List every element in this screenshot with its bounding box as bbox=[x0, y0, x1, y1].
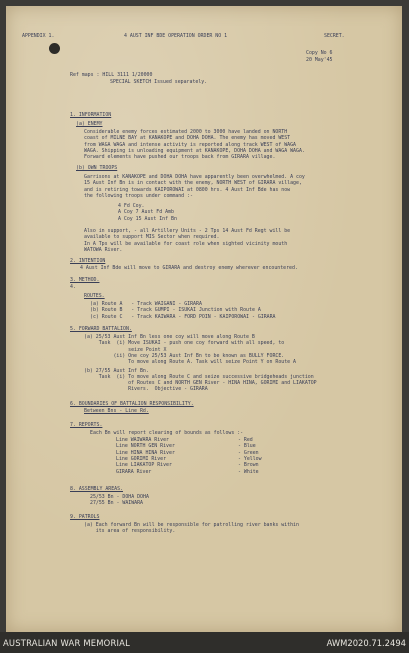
assembly-line-2: 27/55 Bn - WAIWARA bbox=[90, 500, 143, 507]
report-code-2: - Blue bbox=[238, 443, 256, 450]
enemy-line-5: Forward elements have pushed our troops back from GIRARA village. bbox=[84, 154, 276, 161]
footer-institution: AUSTRALIAN WAR MEMORIAL bbox=[3, 638, 130, 648]
report-line-3: Line HINA HINA River bbox=[116, 449, 175, 456]
section-information-title: 1. INFORMATION bbox=[70, 112, 112, 118]
under-command-3: A Coy 15 Aust Inf Bn bbox=[118, 215, 177, 222]
report-line-1: Line WAIWARA River bbox=[116, 437, 169, 443]
forward-line-4: (ii) One coy 25/53 Aust Inf Bn to be known as BULLY FORCE. bbox=[84, 352, 285, 359]
enemy-line-1: Considerable enemy forces estimated 2000 to 3000 have landed on NORTH bbox=[84, 129, 288, 135]
forward-line-1: (a) 25/53 Aust Inf Bn less one coy will move along Route B bbox=[84, 334, 255, 340]
enemy-line-2: coast of MILNE BAY at KANAKOPE and DOHA DOHA. The enemy has moved WEST bbox=[84, 135, 291, 142]
header-right: SECRET. bbox=[324, 33, 345, 39]
document-page bbox=[6, 6, 402, 632]
route-c: (c) Route C - Track KAIWARA - FORD POIN - KAIPOROWAI - GIRARA bbox=[90, 313, 276, 320]
header-center: 4 AUST INF BDE OPERATION ORDER NO 1 bbox=[124, 33, 228, 39]
report-code-5: - Brown bbox=[238, 462, 259, 469]
routes-heading: ROUTES. bbox=[84, 293, 105, 299]
section-assembly-title: 8. ASSEMBLY AREAS. bbox=[70, 486, 123, 492]
forward-line-7: Task (i) To move along Route C and seize successive bridgeheads junction bbox=[84, 373, 314, 380]
under-command-1: 4 Fd Coy. bbox=[118, 203, 145, 209]
assembly-line-1: 25/53 Bn - DOHA DOHA bbox=[90, 494, 149, 500]
own-troops-line-4: the following troops under command :- bbox=[84, 192, 193, 199]
support-line-4: WATOWA River. bbox=[84, 246, 123, 253]
enemy-line-4: WAGA. Shipping is unloading equipment at KANAKOPE, DOHA DOHA and WAGA WAGA. bbox=[84, 147, 305, 154]
report-line-4: Line GORIMI River bbox=[116, 455, 167, 462]
route-a: (a) Route A - Track WAIGANI - GIRARA bbox=[90, 301, 202, 307]
under-command-2: A Coy 7 Aust Fd Amb bbox=[118, 209, 174, 216]
forward-line-3: seize Point X bbox=[84, 346, 167, 353]
own-troops-line-1: Garrisons at KANAKOPE and DOHA DOHA have apparently been overwhelmed. A coy bbox=[84, 174, 305, 180]
section-4-number: 4. bbox=[70, 284, 76, 290]
report-code-3: - Green bbox=[238, 449, 259, 456]
ref-maps: Ref maps : HILL 3111 1/20000 bbox=[70, 72, 153, 78]
patrols-line-2: its area of responsibility. bbox=[84, 528, 176, 535]
section-enemy-heading: (a) ENEMY bbox=[76, 121, 103, 127]
enemy-line-3: from WAGA WAGA and intense activity is reported along track WEST of WAGA bbox=[84, 141, 296, 148]
forward-line-8: of Routes C and NORTH GEN River - HINA HINA, GORIMI and LIAKATOP bbox=[84, 380, 317, 387]
forward-line-5: To move along Route A. Task will seize Point Y on Route A bbox=[84, 359, 296, 366]
section-method-title: 3. METHOD. bbox=[70, 277, 100, 283]
report-line-2: Line NORTH GEN River bbox=[116, 443, 175, 450]
patrols-line-1: (a) Each forward Bn will be responsible for patrolling river banks within bbox=[84, 522, 299, 528]
report-code-1: - Red bbox=[238, 437, 253, 443]
footer-accession-number: AWM2020.71.2494 bbox=[326, 638, 406, 648]
copy-number: Copy No 6 bbox=[306, 50, 333, 56]
document-date: 20 May'45 bbox=[306, 57, 333, 63]
report-code-4: - Yellow bbox=[238, 455, 262, 462]
forward-line-2: Task (i) Move ISUKAI - push one coy forward with all speed, to bbox=[84, 340, 285, 347]
archive-footer bbox=[0, 632, 409, 653]
section-own-troops-heading: (b) OWN TROOPS bbox=[76, 165, 118, 171]
boundaries-text: Between Bns - Line Rd. bbox=[84, 408, 149, 414]
own-troops-line-3: and is retiring towards KAIPOROWAI at 0800 hrs. 4 Aust Inf Bde has now bbox=[84, 186, 291, 193]
route-b: (b) Route B - Track GUMPI - ISUKAI Junction with Route A bbox=[90, 307, 261, 314]
section-forward-battalion-title: 5. FORWARD BATTALION. bbox=[70, 326, 132, 332]
report-line-5: Line LIAKATOP River bbox=[116, 462, 172, 469]
support-line-1: Also in support, - all Artillery Units - 2 Tps 14 Aust Fd Regt will be bbox=[84, 228, 291, 234]
header-left: APPENDIX 1. bbox=[22, 33, 55, 39]
section-patrols-title: 9. PATROLS bbox=[70, 514, 100, 520]
support-line-2: available to support MIS Sector when required. bbox=[84, 234, 220, 241]
reports-intro: Each Bn will report clearing of bounds as follows :- bbox=[90, 430, 244, 436]
support-line-3: In A Tps will be available for coast role when sighted vicinity mouth bbox=[84, 240, 288, 247]
intention-text: 4 Aust Inf Bde will move to GIRARA and destroy enemy wherever encountered. bbox=[80, 265, 298, 271]
report-code-6: - White bbox=[238, 468, 259, 475]
section-reports-title: 7. REPORTS. bbox=[70, 422, 103, 428]
section-boundaries-title: 6. BOUNDARIES OF BATTALION RESPONSIBILITY. bbox=[70, 401, 194, 407]
forward-line-6: (b) 27/55 Aust Inf Bn. bbox=[84, 367, 149, 374]
ref-sketch: SPECIAL SKETCH Issued separately. bbox=[110, 79, 208, 85]
forward-line-9: Rivers. Objective - GIRARA bbox=[84, 386, 208, 393]
punch-hole bbox=[49, 43, 60, 54]
report-line-6: GIRARA River bbox=[116, 468, 152, 475]
own-troops-line-2: 15 Aust Inf Bn is in contact with the enemy, NORTH WEST of GIRARA village, bbox=[84, 180, 302, 187]
section-intention-title: 2. INTENTION bbox=[70, 258, 106, 264]
